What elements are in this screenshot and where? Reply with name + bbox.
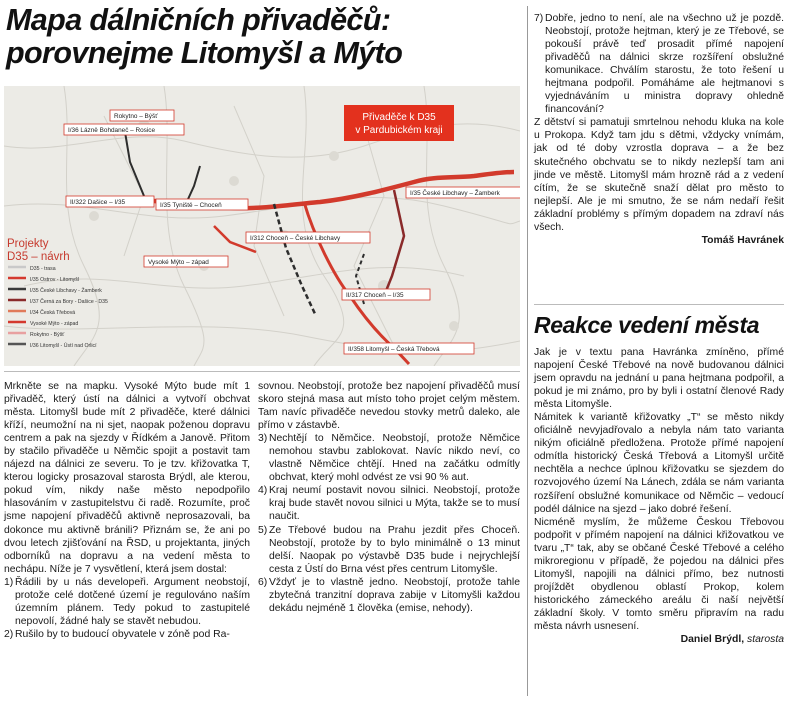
- list-item: 3) Nechtějí to Němčice. Neobstojí, protože Němčice nemohou stavbu zablokovat. Navíc nikdo neví, co vlastně Němčice chtějí. Hned na začátku odmítly obchvat, který mohl odvést ze vsi 90 % aut.: [258, 433, 520, 484]
- legend-label: I/35 Ostrov - Litomyšl: [30, 277, 80, 283]
- list-item: 4) Kraj neumí postavit novou silnici. Neobstojí, protože kraj bude stavět novou silnici u Mýta, takže se to musí naučit.: [258, 485, 520, 523]
- list-item: 5) Ze Třebové budou na Prahu jezdit přes Choceň. Neobstojí, protože by to bylo minimálně o 13 minut delší. Naopak po výstavbě D35 bude i nejrychlejší cesta z Ústí do Brna vést přes centrum Litomyšle.: [258, 524, 520, 575]
- response-signature: Daniel Brýdl, starosta: [680, 634, 784, 646]
- section-divider: [534, 304, 784, 305]
- map-label: I/312 Choceň – České Libchavy: [250, 235, 341, 242]
- list-item: 7) Dobře, jedno to není, ale na všechno už je pozdě. Neobstojí, protože hejtman, který je ze Třebové, se pokouší právě teď prosadit přímé napojení přivaděčů na dálnici skrze rozšíření obslužné komunikace. Chválím starostu, že toto řešení u hejtmana podpořil. Pomáháme ale hejtmanovi s vyjednáváním u ministra dopravy ohledně financování?: [534, 13, 784, 116]
- map-label: II/317 Choceň – I/35: [346, 292, 404, 299]
- title-line-1: Mapa dálničních přivaděčů:: [6, 3, 391, 37]
- map-figure: [4, 86, 520, 366]
- article-column-1: [4, 380, 250, 641]
- response-column: [534, 346, 784, 646]
- legend-label: Vysoké Mýto - západ: [30, 321, 79, 327]
- section-title: Reakce vedení města: [534, 312, 760, 338]
- paragraph: Mrkněte se na mapku. Vysoké Mýto bude mít 1 přivaděč, který ústí na dálnici a vytvoří obchvat města. Litomyšl bude mít 2 přivaděče, které dálnici kříží, neumožní na ni sjet, naopak poženou dopravu centrem a pak na sjezdy v Řídkém a Janově. Přitom by stačilo přivaděče u Němčic spojit a postavit tam nájezd na dálnici ze severu. To je tzv. křižovatka T, kterou logicky prosazoval starosta Brýdl, ale kterou, pokud vím, nikdy naše město nepodpořilo hlasováním v zastupitelstvu či radě. Rozumíte, proč jsme napojení přivaděčů aktivně neprosazovali, ba dokonce mu aktivně bránili? Přiznám se, že ani po dvou letech zjišťování na ŘSD, u projektanta, jiných odborníků na dopravu a na vedení města to nechápu. Níže je 7 vysvětlení, která jsem dostal:: [4, 381, 250, 575]
- legend-title-2: D35 – návrh: [7, 251, 70, 263]
- paragraph: Jak je v textu pana Havránka zmíněno, přímé napojení České Třebové na nově budovanou dálnici jsem opravdu na jednání u pana hejtmana podpořil, a pokud je mi známo, pro by byli i ostatní členové Rady města Litomyšle.: [534, 347, 784, 411]
- map-label: I/35 Tyniště – Choceň: [160, 202, 222, 209]
- map-label: Rokytno – Býšť: [114, 113, 158, 120]
- map-divider: [4, 371, 520, 372]
- legend-label: I/35 České Libchavy - Žamberk: [30, 288, 102, 294]
- article-column-2: [258, 380, 520, 615]
- author-signature: Tomáš Havránek: [701, 234, 784, 246]
- title-line-2: porovnejme Litomyšl a Mýto: [6, 36, 403, 70]
- list-item: 2) Rušilo by to budoucí obyvatele v zóně pod Ra-: [4, 628, 230, 640]
- paragraph: Nicméně myslím, že můžeme Českou Třebovou podpořit v přímém napojení na dálnici křižovatkou ve tvaru „T“ tak, aby se občané České Třebové a celého mikroregionu v případě, že pojedou na dálnici přes Litomyšl, napojili na dálnici přímo, bez nutnosti projíždět obydlenou oblastí Prokop, kolem historického zámeckého areálu či naší největší základní školy. V tomto směru připravím na radu města návrh usnesení.: [534, 516, 784, 632]
- map-svg: [4, 86, 520, 366]
- article-column-3: [534, 12, 784, 247]
- list-item: 6) Vždyť je to vlastně jedno. Neobstojí, protože tahle zbytečná tranzitní doprava zabije v Litomyšli každou dekádu nejméně 1 člověka (emise, nehody).: [258, 576, 520, 614]
- map-label: II/358 Litomyšl – Česká Třebová: [348, 346, 440, 353]
- legend-title-1: Projekty: [7, 238, 49, 250]
- badge-line-2: v Pardubickém kraji: [355, 125, 443, 136]
- map-label: I/36 Lázně Bohdaneč – Rosice: [68, 127, 156, 134]
- map-badge: [344, 105, 454, 141]
- column-divider: [527, 6, 528, 696]
- paragraph: Z dětství si pamatuji smrtelnou nehodu kluka na kole u Prokopa. Když tam jdu s dětmi, vždycky vnímám, jak od té doby vzrostla doprava – a že bez skutečného obchvatu se to nikdy nezlepší tam ani jinde ve městě. Litomyšl mám hrozně rád a z vedení cítím, že se skutečně snaží dělat pro město to nejlepší. Ale je mi smutno, že se nám nedaří řešit základní problémy s přímým dopadem na zdraví nás všech.: [534, 117, 784, 233]
- map-label: II/322 Dašice – I/35: [70, 199, 126, 206]
- list-item: 1) Řádili by u nás developeři. Argument neobstojí, protože celé dotčené území je regulováno naším územním plánem. Tedy pokud to zastupitelé nepovolí, žádné haly se stavět nebudou.: [4, 576, 250, 627]
- map-label: Vysoké Mýto – západ: [148, 259, 209, 266]
- map-label: I/35 České Libchavy – Žamberk: [410, 190, 500, 197]
- legend-label: I/36 Litomyšl - Ústí nad Orlicí: [30, 343, 97, 349]
- paragraph: Námitek k variantě křižovatky „T“ se město nikdy oficiálně nevyjadřovalo a nebyla nám tato varianta nikým oficiálně předložena. Protože přímé napojení odmítla historický Česká Třebová a Litomyšl určitě nechtěla a nechce úplnou křižovatku se sjezdem do rozvojového území Na Lánech, zdála se nám varianta rozšíření obslužné komunikace od Němčic – vedoucí podél dálnice na sjezd – jako dobré řešení.: [534, 412, 784, 515]
- badge-line-1: Přivaděče k D35: [362, 112, 436, 123]
- legend-label: D35 - trasa: [30, 266, 56, 272]
- legend-label: Rokytno - Býšť: [30, 332, 65, 338]
- paragraph: sovnou. Neobstojí, protože bez napojení přivaděčů musí skoro stejná masa aut místo toho projet celým městem. Tam navíc přivaděče nevedou stovky metrů daleko, ale přímo v zástavbě.: [258, 381, 520, 432]
- legend-label: I/34 Česká Třebová: [30, 310, 76, 316]
- legend-label: I/37 Černá za Bory - Dašice - D35: [30, 299, 108, 305]
- article-title: [6, 4, 526, 70]
